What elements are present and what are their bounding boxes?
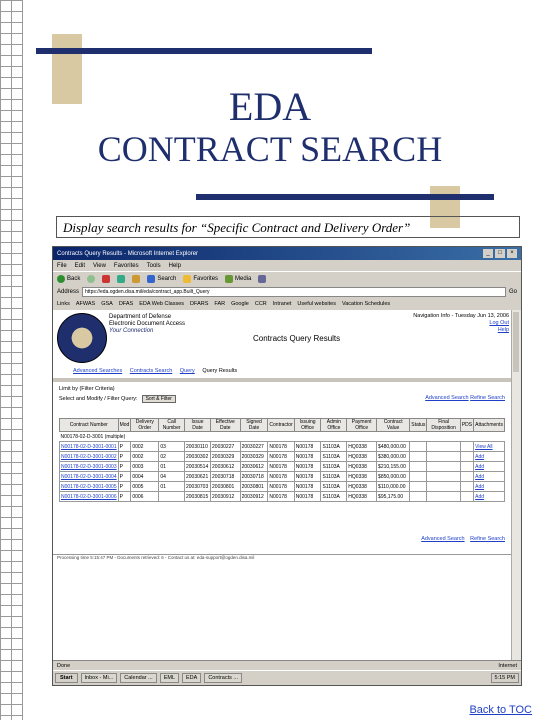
refine-search-link-top[interactable]: Refine Search — [470, 395, 505, 401]
dod-line-3: Your Connection — [109, 328, 154, 334]
refresh-button[interactable] — [117, 275, 125, 283]
start-button[interactable]: Start — [55, 673, 78, 683]
cell-eff: 20030612 — [211, 462, 241, 472]
col-contract[interactable]: Contract Number — [60, 419, 119, 432]
cell-call: 01 — [159, 482, 185, 492]
cell-signed: 20030718 — [240, 472, 268, 482]
cell-contract[interactable]: N00178-02-D-3001-0006 — [61, 493, 117, 500]
stop-icon — [102, 275, 110, 283]
col-signed-date[interactable]: Signed Date — [240, 419, 268, 432]
scrollbar-thumb[interactable] — [513, 312, 519, 372]
task-eml[interactable]: EML — [160, 673, 179, 683]
stop-button[interactable] — [102, 275, 110, 283]
cell-issue: 20030110 — [184, 442, 210, 452]
back-to-toc-link[interactable]: Back to TOC — [469, 704, 532, 716]
cell-eff: 20030227 — [211, 442, 241, 452]
filter-row-label: Select and Modify / Filter Query: — [59, 396, 138, 402]
search-links-bottom — [417, 536, 505, 542]
dod-line-1: Department of Defense — [109, 314, 172, 320]
menu-bar — [53, 260, 521, 271]
cell-att[interactable]: View All — [474, 442, 505, 452]
col-payment-office[interactable]: Payment Office — [347, 419, 377, 432]
cell-disp — [427, 472, 460, 482]
col-attachments[interactable]: Attachments — [474, 419, 505, 432]
dod-header-lines — [109, 314, 185, 335]
cell-pay: HQ0338 — [347, 482, 377, 492]
cell-pds — [460, 452, 473, 462]
sort-filter-button[interactable]: Sort & Filter — [142, 395, 176, 403]
cell-value: $210,155.00 — [377, 462, 410, 472]
history-icon — [258, 275, 266, 283]
status-text: Done — [57, 662, 71, 669]
slide-subtitle: CONTRACT SEARCH — [97, 129, 443, 169]
cell-contract[interactable]: N00178-02-D-3001-0003 — [61, 463, 117, 470]
home-icon — [132, 275, 140, 283]
page-footer: Processing time 5:15:47 PM - Documents retrieved: 6 - Contact us at: eda-support@ogden.disa.mil — [53, 554, 513, 565]
media-label: Media — [235, 276, 252, 282]
cell-pds — [460, 472, 473, 482]
dod-line-2: Electronic Document Access — [109, 321, 186, 327]
col-issue-date[interactable]: Issue Date — [184, 419, 210, 432]
address-input[interactable]: https://eda.ogden.disa.mil/eda/contract_app.Built_Query — [82, 287, 506, 297]
back-label: Back — [67, 276, 81, 282]
cell-admin: S1103A — [321, 442, 347, 452]
cell-do: 0005 — [131, 482, 159, 492]
favorites-button[interactable] — [183, 275, 218, 283]
cell-contract[interactable]: N00178-02-D-3001-0002 — [61, 453, 117, 460]
cell-signed: 20030227 — [240, 442, 268, 452]
filter-text: Limit by (Filter Criteria) — [59, 386, 115, 392]
navigation-info: Navigation Info - Tuesday Jun 13, 2006 — [413, 313, 509, 319]
history-button[interactable] — [258, 275, 266, 283]
cell-mod: P — [118, 482, 131, 492]
col-contract-value[interactable]: Contract Value — [377, 419, 410, 432]
cell-issuing: N00178 — [294, 452, 321, 462]
cell-eff: 20030801 — [211, 482, 241, 492]
taskbar — [53, 670, 521, 685]
cell-status — [410, 452, 427, 462]
cell-contract[interactable]: N00178-02-D-3001-0005 — [61, 483, 117, 490]
cell-signed: 20030801 — [240, 482, 268, 492]
group-row — [60, 432, 505, 442]
menu-help[interactable]: Help — [168, 262, 181, 269]
col-mod[interactable]: Mod — [118, 419, 131, 432]
link-afwas[interactable]: AFWAS — [75, 301, 96, 307]
back-button[interactable] — [57, 275, 80, 283]
dod-seal-icon — [57, 313, 107, 363]
cell-status — [410, 442, 427, 452]
cell-value: $480,000.00 — [377, 442, 410, 452]
dark-bar-top — [36, 48, 372, 54]
col-call[interactable]: Call Number — [159, 419, 185, 432]
cell-disp — [427, 482, 460, 492]
cell-value: $380,000.00 — [377, 452, 410, 462]
media-button[interactable] — [225, 275, 251, 283]
cell-pds — [460, 442, 473, 452]
cell-call — [159, 492, 185, 502]
address-label: Address — [57, 289, 80, 295]
cell-value: $850,000.00 — [377, 472, 410, 482]
divider — [53, 378, 513, 382]
breadcrumb-query[interactable]: Query — [179, 368, 195, 374]
col-final-disposition[interactable]: Final Disposition — [427, 419, 460, 432]
cell-issuing: N00178 — [294, 472, 321, 482]
cell-mod: P — [118, 462, 131, 472]
forward-arrow-icon — [87, 275, 95, 283]
cell-signed: 20030329 — [240, 452, 268, 462]
cell-issuing: N00178 — [294, 442, 321, 452]
cell-issue: 20030815 — [184, 492, 210, 502]
col-status[interactable]: Status — [410, 419, 427, 432]
cell-call: 04 — [159, 472, 185, 482]
col-admin-office[interactable]: Admin Office — [321, 419, 347, 432]
search-button[interactable] — [147, 275, 176, 283]
link-vacation-schedules[interactable]: Vacation Schedules — [341, 301, 391, 307]
table-row — [60, 482, 505, 492]
cell-admin: S1103A — [321, 482, 347, 492]
table-row — [60, 472, 505, 482]
menu-tools[interactable]: Tools — [146, 262, 161, 269]
cell-do: 0002 — [131, 442, 159, 452]
cell-admin: S1103A — [321, 492, 347, 502]
cell-att[interactable]: Add — [474, 452, 505, 462]
maximize-button[interactable]: □ — [495, 249, 505, 258]
back-arrow-icon — [57, 275, 65, 283]
cell-mod: P — [118, 472, 131, 482]
breadcrumb — [53, 368, 513, 378]
col-effective-date[interactable]: Effective Date — [211, 419, 241, 432]
page-content — [53, 310, 513, 660]
cell-issuing: N00178 — [294, 492, 321, 502]
cell-pay: HQ0338 — [347, 472, 377, 482]
link-far[interactable]: FAR — [214, 301, 226, 307]
cell-issue: 20030621 — [184, 472, 210, 482]
cell-status — [410, 492, 427, 502]
cell-att[interactable]: Add — [474, 492, 505, 502]
cell-att[interactable]: Add — [474, 462, 505, 472]
go-button[interactable]: Go — [508, 289, 517, 295]
cell-do: 0006 — [131, 492, 159, 502]
caption-box: Display search results for “Specific Contract and Delivery Order” — [56, 216, 520, 238]
cell-mod: P — [118, 492, 131, 502]
col-pds[interactable]: PDS — [460, 419, 473, 432]
refresh-icon — [117, 275, 125, 283]
task-calendar[interactable]: Calendar ... — [120, 673, 156, 683]
title-bar — [53, 247, 521, 260]
cell-contractor: N00178 — [268, 462, 294, 472]
advanced-search-link-top[interactable]: Advanced Search — [425, 395, 469, 401]
cell-do: 0002 — [131, 452, 159, 462]
cell-pay: HQ0338 — [347, 442, 377, 452]
cell-status — [410, 472, 427, 482]
cell-issue: 20030302 — [184, 452, 210, 462]
cell-contractor: N00178 — [268, 492, 294, 502]
cell-contract[interactable]: N00178-02-D-3001-0004 — [61, 473, 117, 480]
vertical-scrollbar[interactable] — [511, 310, 521, 660]
cell-mod: P — [118, 442, 131, 452]
cell-eff: 20030329 — [211, 452, 241, 462]
status-bar — [53, 660, 521, 670]
home-button[interactable] — [132, 275, 140, 283]
cell-pds — [460, 482, 473, 492]
link-useful-websites[interactable]: Useful websites — [297, 301, 336, 307]
cell-signed: 20030612 — [240, 462, 268, 472]
cell-pds — [460, 462, 473, 472]
cell-issuing: N00178 — [294, 462, 321, 472]
cell-pay: HQ0338 — [347, 452, 377, 462]
col-contractor[interactable]: Contractor — [268, 419, 294, 432]
search-icon — [147, 275, 155, 283]
link-gsa[interactable]: GSA — [101, 301, 113, 307]
cell-pay: HQ0338 — [347, 462, 377, 472]
cell-signed: 20030912 — [240, 492, 268, 502]
breadcrumb-query-results: Query Results — [202, 368, 238, 374]
cell-status — [410, 462, 427, 472]
cell-contractor: N00178 — [268, 442, 294, 452]
breadcrumb-contracts-search[interactable]: Contracts Search — [129, 368, 173, 374]
cell-disp — [427, 492, 460, 502]
cell-att[interactable]: Add — [474, 472, 505, 482]
cell-pds — [460, 492, 473, 502]
cell-admin: S1103A — [321, 452, 347, 462]
cell-contractor: N00178 — [268, 452, 294, 462]
cell-eff: 20030718 — [211, 472, 241, 482]
slide-title: EDA — [228, 84, 312, 129]
header-right-info — [413, 313, 509, 334]
link-dfas[interactable]: DFAS — [118, 301, 134, 307]
close-button[interactable]: × — [507, 249, 517, 258]
table-row — [60, 442, 505, 452]
cell-att[interactable]: Add — [474, 482, 505, 492]
cell-issuing: N00178 — [294, 482, 321, 492]
cell-eff: 20030912 — [211, 492, 241, 502]
results-table — [59, 418, 505, 502]
page-banner — [53, 310, 513, 368]
cell-issue: 20030703 — [184, 482, 210, 492]
star-icon — [183, 275, 191, 283]
toolbar — [53, 271, 521, 286]
col-delivery-order[interactable]: Delivery Order — [131, 419, 159, 432]
search-links-top — [425, 395, 505, 401]
cell-disp — [427, 442, 460, 452]
window-title: Contracts Query Results - Microsoft Internet Explorer — [57, 250, 199, 257]
cell-disp — [427, 462, 460, 472]
menu-edit[interactable]: Edit — [74, 262, 86, 269]
page-title: Contracts Query Results — [253, 334, 341, 343]
minimize-button[interactable]: _ — [483, 249, 493, 258]
dark-bar-bottom — [196, 194, 494, 200]
advanced-search-link-bottom[interactable]: Advanced Search — [421, 536, 465, 542]
link-intranet[interactable]: Intranet — [272, 301, 292, 307]
cell-admin: S1103A — [321, 462, 347, 472]
zone-text: Internet — [498, 662, 517, 669]
cell-issue: 20030514 — [184, 462, 210, 472]
search-label: Search — [157, 276, 177, 282]
links-label: Links — [57, 301, 70, 307]
link-eda-web-classes[interactable]: EDA Web Classes — [139, 301, 185, 307]
forward-button[interactable] — [87, 275, 95, 283]
group-label: N00178-02-D-3001 (multiple) — [60, 433, 126, 440]
cell-mod: P — [118, 452, 131, 462]
media-icon — [225, 275, 233, 283]
link-dfars[interactable]: DFARS — [190, 301, 209, 307]
cell-call: 02 — [159, 452, 185, 462]
table-body — [60, 442, 505, 502]
clock: 5:15 PM — [491, 673, 519, 683]
cell-value: $95,175.00 — [377, 492, 410, 502]
cell-contractor: N00178 — [268, 472, 294, 482]
menu-favorites[interactable]: Favorites — [113, 262, 139, 269]
cell-do: 0003 — [131, 462, 159, 472]
col-issuing-office[interactable]: Issuing Office — [294, 419, 321, 432]
link-google[interactable]: Google — [231, 301, 249, 307]
menu-file[interactable]: File — [57, 262, 67, 269]
cell-status — [410, 482, 427, 492]
browser-window — [52, 246, 522, 686]
task-contracts[interactable]: Contracts ... — [204, 673, 242, 683]
link-ccr[interactable]: CCR — [254, 301, 267, 307]
task-eda[interactable]: EDA — [182, 673, 201, 683]
table-header-row — [60, 419, 505, 432]
cell-call: 03 — [159, 442, 185, 452]
logout-link[interactable]: Log Out — [489, 320, 509, 326]
cell-contract[interactable]: N00178-02-D-3001-0001 — [61, 443, 117, 450]
cell-value: $110,000.00 — [377, 482, 410, 492]
address-bar — [53, 286, 521, 298]
cell-contractor: N00178 — [268, 482, 294, 492]
filter-row — [59, 395, 176, 403]
menu-view[interactable]: View — [93, 262, 106, 269]
cell-call: 01 — [159, 462, 185, 472]
favorites-label: Favorites — [193, 276, 219, 282]
cell-do: 0004 — [131, 472, 159, 482]
table-row — [60, 492, 505, 502]
refine-search-link-bottom[interactable]: Refine Search — [470, 536, 505, 542]
cell-disp — [427, 452, 460, 462]
cell-pay: HQ0338 — [347, 492, 377, 502]
task-inbox[interactable]: Inbox - Mi... — [81, 673, 118, 683]
table-row — [60, 462, 505, 472]
cell-admin: S1103A — [321, 472, 347, 482]
breadcrumb-advanced-searches[interactable]: Advanced Searches — [73, 368, 123, 374]
table-row — [60, 452, 505, 462]
help-link[interactable]: Help — [497, 327, 509, 333]
